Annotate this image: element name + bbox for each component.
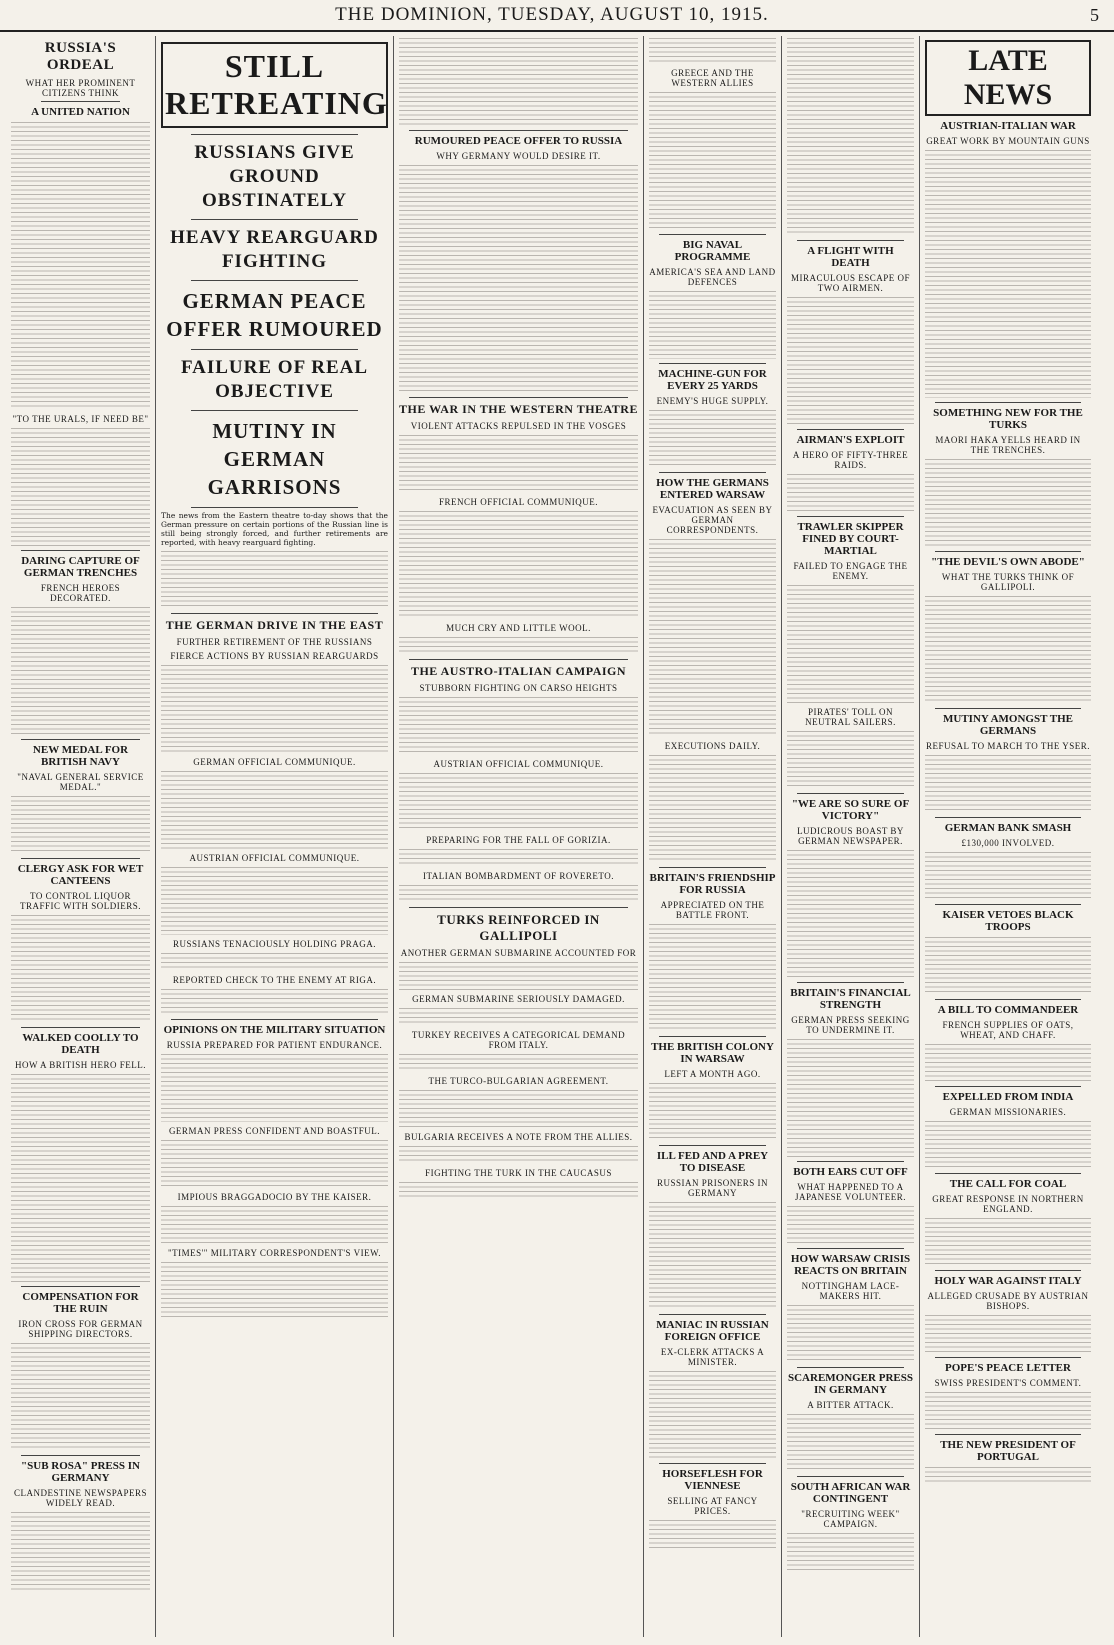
headline: CLERGY ASK FOR WET CANTEENS [17, 863, 144, 887]
banner-headline: RUSSIANS GIVE GROUND OBSTINATELY [194, 142, 355, 211]
subheadline: BULGARIA RECEIVES A NOTE FROM THE ALLIES. [404, 1132, 633, 1142]
headline: TURKS REINFORCED IN GALLIPOLI [437, 912, 600, 943]
late-news-banner: LATE NEWS [925, 40, 1091, 116]
subheadline: EVACUATION AS SEEN BY GERMAN CORRESPONDENTS. [652, 505, 773, 535]
subheadline: FRENCH HEROES DECORATED. [40, 583, 121, 603]
subheadline: THE TURCO-BULGARIAN AGREEMENT. [428, 1076, 609, 1086]
subheadline: RUSSIANS TENACIOUSLY HOLDING PRAGA. [172, 939, 377, 949]
subheadline: AMERICA'S SEA AND LAND DEFENCES [649, 267, 776, 287]
subheadline: "RECRUITING WEEK" CAMPAIGN. [801, 1509, 900, 1529]
subheadline: HOW A BRITISH HERO FELL. [14, 1060, 147, 1070]
subheadline: CLANDESTINE NEWSPAPERS WIDELY READ. [14, 1488, 147, 1508]
banner-headline: FAILURE OF REAL OBJECTIVE [180, 357, 369, 402]
headline: BIG NAVAL PROGRAMME [674, 239, 751, 263]
headline: THE AUSTRO-ITALIAN CAMPAIGN [410, 664, 627, 678]
subheadline: "NAVAL GENERAL SERVICE MEDAL." [17, 772, 144, 792]
subheadline: GERMAN MISSIONARIES. [949, 1107, 1067, 1117]
headline: A FLIGHT WITH DEATH [807, 245, 894, 269]
subheadline: A HERO OF FIFTY-THREE RAIDS. [792, 450, 909, 470]
headline: "WE ARE SO SURE OF VICTORY" [791, 798, 910, 822]
subheadline: FRENCH OFFICIAL COMMUNIQUE. [439, 497, 598, 507]
subheadline: GERMAN OFFICIAL COMMUNIQUE. [193, 757, 356, 767]
subheadline: MAORI HAKA YELLS HEARD IN THE TRENCHES. [935, 435, 1081, 455]
subheadline: "TIMES'" MILITARY CORRESPONDENT'S VIEW. [167, 1248, 382, 1258]
headline: MUTINY AMONGST THE GERMANS [943, 713, 1073, 737]
column-5 [782, 36, 920, 1637]
headline: GERMAN BANK SMASH [944, 822, 1072, 834]
headline: COMPENSATION FOR THE RUIN [22, 1291, 139, 1315]
subheadline: WHAT HAPPENED TO A JAPANESE VOLUNTEER. [794, 1182, 906, 1202]
subheadline: GREAT WORK BY MOUNTAIN GUNS [926, 136, 1090, 146]
subheadline: GERMAN SUBMARINE SERIOUSLY DAMAGED. [412, 994, 625, 1004]
banner-headline: GERMAN PEACE OFFER RUMOURED [166, 289, 383, 341]
headline: THE BRITISH COLONY IN WARSAW [651, 1041, 774, 1065]
column-2 [156, 36, 394, 1637]
subheadline: GREECE AND THE WESTERN ALLIES [671, 68, 754, 88]
subheadline: IMPIOUS BRAGGADOCIO BY THE KAISER. [177, 1192, 372, 1202]
headline: DARING CAPTURE OF GERMAN TRENCHES [21, 555, 140, 579]
subheadline: MIRACULOUS ESCAPE OF TWO AIRMEN. [790, 273, 911, 293]
subheadline: MUCH CRY AND LITTLE WOOL. [446, 623, 591, 633]
subheadline: "TO THE URALS, IF NEED BE" [12, 414, 149, 424]
subheadline: NOTTINGHAM LACE-MAKERS HIT. [801, 1281, 900, 1301]
subheadline: SWISS PRESIDENT'S COMMENT. [934, 1378, 1082, 1388]
headline: HOW THE GERMANS ENTERED WARSAW [656, 477, 769, 501]
headline: HORSEFLESH FOR VIENNESE [662, 1468, 763, 1492]
headline: BOTH EARS CUT OFF [793, 1166, 908, 1178]
subheadline: WHAT HER PROMINENT CITIZENS THINK [25, 78, 136, 98]
headline: AIRMAN'S EXPLOIT [796, 434, 905, 446]
headline: KAISER VETOES BLACK TROOPS [942, 909, 1074, 933]
subheadline: PIRATES' TOLL ON NEUTRAL SAILERS. [805, 707, 896, 727]
headline: WALKED COOLLY TO DEATH [22, 1032, 139, 1056]
banner-headline: HEAVY REARGUARD FIGHTING [170, 227, 379, 272]
subheadline: WHAT THE TURKS THINK OF GALLIPOLI. [941, 572, 1075, 592]
subheadline: £130,000 INVOLVED. [961, 838, 1055, 848]
headline: NEW MEDAL FOR BRITISH NAVY [32, 744, 129, 768]
headline: BRITAIN'S FRIENDSHIP FOR RUSSIA [649, 872, 776, 896]
lead-paragraph: The news from the Eastern theatre to-day shows that the German pressure on certain portions of the Russian line is still being strongly forced, and further retirements are reported, with heavy rearguard fighting. [161, 511, 388, 547]
column-1 [6, 36, 156, 1637]
headline: AUSTRIAN-ITALIAN WAR [940, 120, 1076, 132]
page-number: 5 [1090, 4, 1100, 25]
subheadline: GREAT RESPONSE IN NORTHERN ENGLAND. [932, 1194, 1084, 1214]
subheadline: IRON CROSS FOR GERMAN SHIPPING DIRECTORS. [18, 1319, 143, 1339]
headline: OPINIONS ON THE MILITARY SITUATION [163, 1024, 386, 1036]
headline: THE CALL FOR COAL [949, 1178, 1067, 1190]
headline: SOMETHING NEW FOR THE TURKS [933, 407, 1083, 431]
subheadline: TURKEY RECEIVES A CATEGORICAL DEMAND FROM ITALY. [411, 1030, 626, 1050]
subheadline: FIGHTING THE TURK IN THE CAUCASUS [425, 1168, 612, 1178]
headline: THE WAR IN THE WESTERN THEATRE [399, 402, 638, 416]
headline: EXPELLED FROM INDIA [942, 1091, 1074, 1103]
subheadline: ITALIAN BOMBARDMENT OF ROVERETO. [423, 871, 614, 881]
newspaper-title: THE DOMINION, TUESDAY, AUGUST 10, 1915. [335, 4, 769, 25]
headline: MANIAC IN RUSSIAN FOREIGN OFFICE [656, 1319, 769, 1343]
subheadline: ENEMY'S HUGE SUPPLY. [656, 396, 769, 406]
headline: TRAWLER SKIPPER FINED BY COURT-MARTIAL [797, 521, 904, 557]
headline: RUMOURED PEACE OFFER TO RUSSIA [414, 135, 623, 147]
subheadline: ALLEGED CRUSADE BY AUSTRIAN BISHOPS. [927, 1291, 1089, 1311]
headline: SCAREMONGER PRESS IN GERMANY [788, 1372, 913, 1396]
headline: "SUB ROSA" PRESS IN GERMANY [21, 1460, 140, 1484]
subheadline: LUDICROUS BOAST BY GERMAN NEWSPAPER. [797, 826, 904, 846]
headline: ILL FED AND A PREY TO DISEASE [656, 1150, 769, 1174]
column-4 [644, 36, 782, 1637]
headline: MACHINE-GUN FOR EVERY 25 YARDS [658, 368, 767, 392]
headline: POPE'S PEACE LETTER [945, 1362, 1071, 1374]
headline: HOLY WAR AGAINST ITALY [934, 1275, 1082, 1287]
subheadline: APPRECIATED ON THE BATTLE FRONT. [660, 900, 765, 920]
subheadline: RUSSIA PREPARED FOR PATIENT ENDURANCE. [166, 1040, 383, 1050]
subheadline: LEFT A MONTH AGO. [664, 1069, 761, 1079]
subheadline: AUSTRIAN OFFICIAL COMMUNIQUE. [189, 853, 360, 863]
headline: SOUTH AFRICAN WAR CONTINGENT [790, 1481, 911, 1505]
subheadline: FIERCE ACTIONS BY RUSSIAN REARGUARDS [170, 651, 379, 661]
subheadline: SELLING AT FANCY PRICES. [667, 1496, 758, 1516]
headline: RUSSIA'S ORDEAL [44, 40, 117, 73]
subheadline: TO CONTROL LIQUOR TRAFFIC WITH SOLDIERS. [19, 891, 142, 911]
subheadline: VIOLENT ATTACKS REPULSED IN THE VOSGES [410, 421, 627, 431]
headline: A BILL TO COMMANDEER [937, 1004, 1079, 1016]
subheadline: A UNITED NATION [31, 106, 130, 118]
column-3 [394, 36, 644, 1637]
column-6 [920, 36, 1096, 1637]
subheadline: STUBBORN FIGHTING ON CARSO HEIGHTS [419, 683, 618, 693]
subheadline: AUSTRIAN OFFICIAL COMMUNIQUE. [433, 759, 604, 769]
subheadline: FURTHER RETIREMENT OF THE RUSSIANS [176, 637, 373, 647]
subheadline: A BITTER ATTACK. [807, 1400, 894, 1410]
subheadline: EXECUTIONS DAILY. [664, 741, 761, 751]
subheadline: WHY GERMANY WOULD DESIRE IT. [436, 151, 601, 161]
masthead [0, 0, 1114, 32]
banner-headline: MUTINY IN GERMAN GARRISONS [207, 419, 342, 499]
subheadline: EX-CLERK ATTACKS A MINISTER. [660, 1347, 765, 1367]
subheadline: GERMAN PRESS CONFIDENT AND BOASTFUL. [168, 1126, 381, 1136]
subheadline: FRENCH SUPPLIES OF OATS, WHEAT, AND CHAFF. [942, 1020, 1074, 1040]
headline: THE GERMAN DRIVE IN THE EAST [165, 618, 384, 632]
main-headline: STILL RETREATING [161, 42, 388, 128]
subheadline: FAILED TO ENGAGE THE ENEMY. [793, 561, 908, 581]
subheadline: RUSSIAN PRISONERS IN GERMANY [656, 1178, 769, 1198]
subheadline: REPORTED CHECK TO THE ENEMY AT RIGA. [172, 975, 377, 985]
subheadline: PREPARING FOR THE FALL OF GORIZIA. [426, 835, 611, 845]
subheadline: REFUSAL TO MARCH TO THE YSER. [925, 741, 1091, 751]
subheadline: GERMAN PRESS SEEKING TO UNDERMINE IT. [791, 1015, 910, 1035]
headline: HOW WARSAW CRISIS REACTS ON BRITAIN [790, 1253, 911, 1277]
headline: BRITAIN'S FINANCIAL STRENGTH [790, 987, 911, 1011]
headline: THE NEW PRESIDENT OF PORTUGAL [940, 1439, 1076, 1463]
subheadline: ANOTHER GERMAN SUBMARINE ACCOUNTED FOR [400, 948, 637, 958]
headline: "THE DEVIL'S OWN ABODE" [931, 556, 1085, 568]
